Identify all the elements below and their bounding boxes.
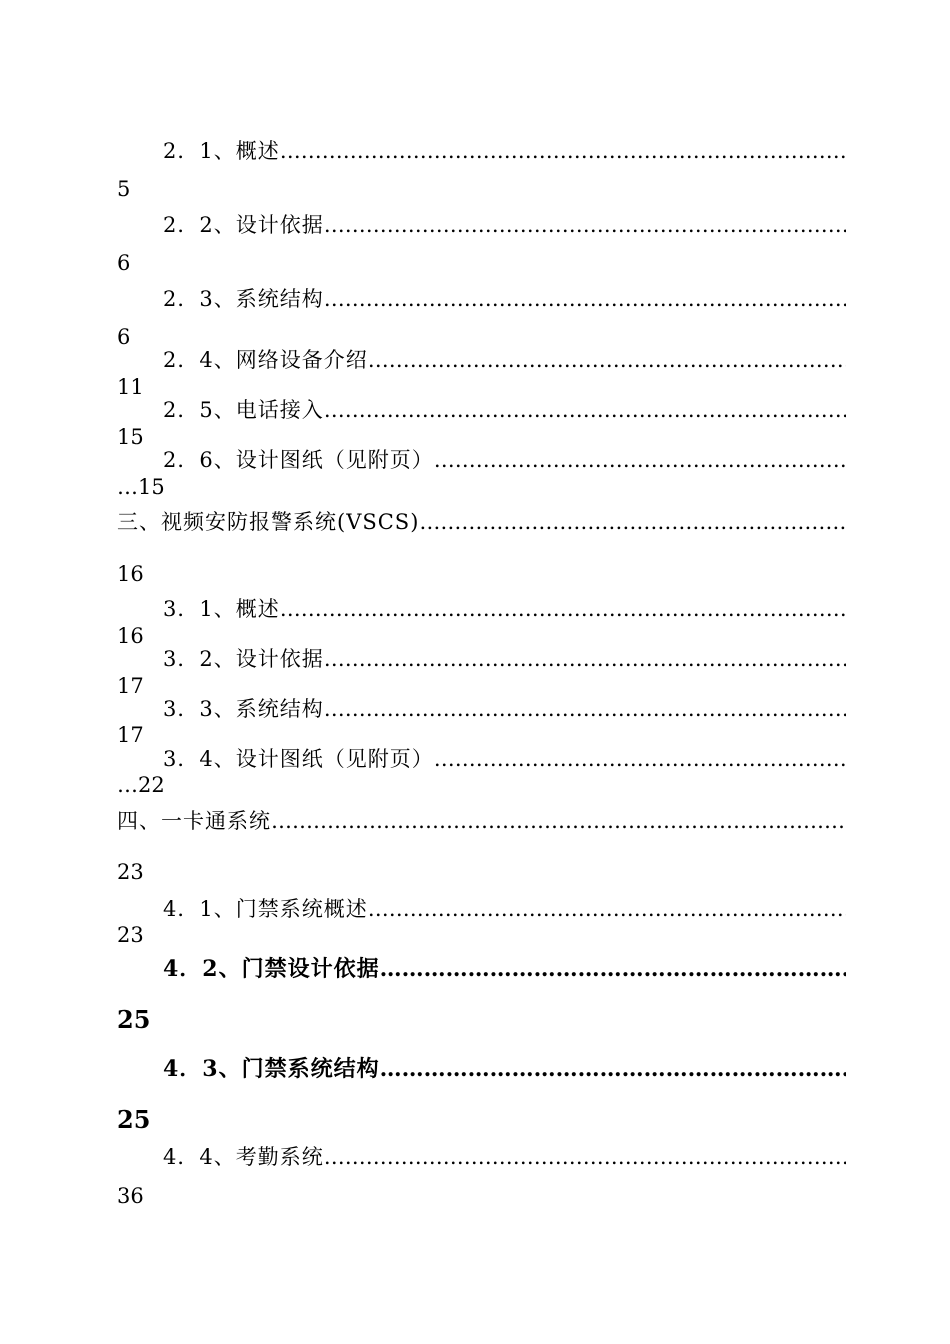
toc-entry-page: 5 [117,177,131,201]
toc-entry-title: 2．6、设计图纸（见附页） …………………………………………………………………………………………………………………… [163,447,846,473]
toc-entry-title: 2．2、设计依据 …………………………………………………………………………………………………………………… [163,212,846,238]
toc-section-page: 16 [117,562,144,586]
toc-entry-title: 3．4、设计图纸（见附页） …………………………………………………………………………………………………………………… [163,746,846,772]
toc-entry-page: 15 [117,425,144,449]
toc-section-title: 三、视频安防报警系统(VSCS) …………………………………………………………………………………………………………………… [117,509,846,535]
toc-entry-title: 4．2、门禁设计依据 …………………………………………………………………………………………………………………… [163,956,846,982]
toc-entry-title: 4．4、考勤系统 …………………………………………………………………………………………………………………… [163,1144,846,1170]
toc-entry-title: 2．4、网络设备介绍 …………………………………………………………………………………………………………………… [163,347,846,373]
toc-entry-page: 11 [117,375,144,399]
toc-section-title: 四、一卡通系统 …………………………………………………………………………………………………………………… [117,808,846,834]
toc-entry-title: 2．3、系统结构 …………………………………………………………………………………………………………………… [163,286,846,312]
toc-entry-page: 36 [117,1184,144,1208]
toc-entry-page: …22 [117,773,165,797]
toc-entry-page: 6 [117,325,131,349]
toc-entry-title: 3．3、系统结构 …………………………………………………………………………………………………………………… [163,696,846,722]
toc-entry-title: 2．1、概述 …………………………………………………………………………………………………………………… [163,138,846,164]
toc-entry-title: 2．5、电话接入 …………………………………………………………………………………………………………………… [163,397,846,423]
toc-entry-page: 17 [117,674,144,698]
toc-entry-title: 3．1、概述 …………………………………………………………………………………………………………………… [163,596,846,622]
toc-section-page: 23 [117,860,144,884]
toc-entry-title: 4．3、门禁系统结构 …………………………………………………………………………………………………………………… [163,1056,846,1082]
toc-entry-page: 23 [117,923,144,947]
toc-entry-title: 3．2、设计依据 …………………………………………………………………………………………………………………… [163,646,846,672]
toc-entry-page: …15 [117,475,165,499]
toc-entry-page: 25 [117,1105,151,1134]
toc-entry-page: 6 [117,251,131,275]
toc-entry-title: 4．1、门禁系统概述 …………………………………………………………………………………………………………………… [163,896,846,922]
toc-entry-page: 16 [117,624,144,648]
toc-entry-page: 17 [117,723,144,747]
toc-entry-page: 25 [117,1005,151,1034]
